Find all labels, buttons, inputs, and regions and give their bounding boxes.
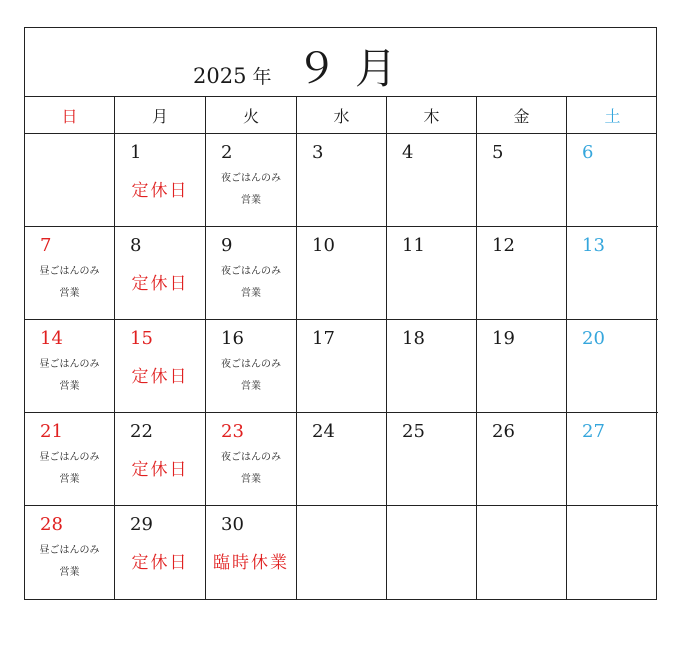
day-cell: [387, 506, 477, 599]
hours-note: [25, 354, 114, 398]
day-number: 16: [221, 328, 244, 349]
month: ９ 月: [295, 44, 399, 93]
calendar-header: [25, 28, 656, 97]
hours-note-line1: 夜ごはんのみ: [221, 359, 281, 370]
hours-note: [206, 168, 296, 212]
year: 2025: [193, 64, 247, 88]
day-cell: [567, 320, 658, 413]
day-cell: [567, 227, 658, 320]
day-cell: [477, 320, 567, 413]
day-number: 10: [312, 235, 335, 256]
day-cell: [206, 227, 297, 320]
day-number: 9: [221, 235, 233, 256]
day-cell: [567, 413, 658, 506]
day-grid: [25, 134, 656, 599]
day-cell: [25, 320, 115, 413]
weekday-wed: 水: [297, 97, 387, 133]
hours-note-line2: 営業: [241, 381, 261, 392]
weekday-thu: 木: [387, 97, 477, 133]
day-number: 5: [492, 142, 504, 163]
closed-label: 定休日: [131, 181, 189, 201]
weekday-sat: 土: [604, 106, 621, 126]
day-cell: [567, 134, 658, 227]
day-number: 1: [130, 142, 142, 163]
hours-note-line2: 営業: [241, 288, 261, 299]
day-cell: [25, 134, 115, 227]
year-suffix: 年: [252, 66, 272, 88]
weekday-tue: 火: [206, 97, 297, 133]
weekday-fri: 金: [477, 97, 567, 133]
day-number: 2: [221, 142, 233, 163]
day-number: 4: [402, 142, 414, 163]
hours-note: [206, 354, 296, 398]
hours-note-line1: 夜ごはんのみ: [221, 173, 281, 184]
closed-label: 定休日: [131, 367, 189, 387]
hours-note-line1: 夜ごはんのみ: [221, 266, 281, 277]
day-cell: [206, 506, 297, 599]
day-number: 24: [312, 421, 335, 442]
day-cell: [297, 227, 387, 320]
day-cell: [477, 413, 567, 506]
day-cell: [115, 320, 206, 413]
calendar: [24, 27, 657, 600]
day-number: 21: [40, 421, 63, 442]
day-number: 19: [492, 328, 515, 349]
day-cell: [206, 134, 297, 227]
day-number: 20: [582, 328, 605, 349]
day-number: 23: [221, 421, 244, 442]
day-cell: [297, 506, 387, 599]
day-cell: [567, 506, 658, 599]
day-number: 14: [40, 328, 63, 349]
day-cell: [115, 506, 206, 599]
day-number: 15: [130, 328, 153, 349]
day-cell: [206, 413, 297, 506]
weekday-mon: 月: [115, 97, 206, 133]
day-number: 12: [492, 235, 515, 256]
day-cell: [387, 227, 477, 320]
day-cell: [387, 320, 477, 413]
day-cell: [297, 413, 387, 506]
day-number: 13: [582, 235, 605, 256]
hours-note-line2: 営業: [241, 474, 261, 485]
hours-note: [206, 261, 296, 305]
weekday-sun: 日: [25, 97, 115, 133]
hours-note-line2: 営業: [59, 474, 80, 485]
day-number: 17: [312, 328, 335, 349]
hours-note-line2: 営業: [59, 567, 80, 578]
closed-label: 定休日: [131, 274, 189, 294]
day-number: 6: [582, 142, 594, 163]
calendar-title: [193, 36, 399, 96]
day-cell: [297, 320, 387, 413]
day-number: 26: [492, 421, 515, 442]
day-number: 28: [40, 514, 63, 535]
hours-note: [206, 447, 296, 491]
weekday-row: [25, 97, 656, 134]
hours-note-line1: 夜ごはんのみ: [221, 452, 281, 463]
day-number: 11: [402, 235, 425, 256]
day-number: 22: [130, 421, 153, 442]
closed-label: 定休日: [131, 460, 189, 480]
hours-note-line2: 営業: [59, 381, 80, 392]
hours-note: [25, 447, 114, 491]
hours-note-line2: 営業: [241, 195, 261, 206]
hours-note-line1: 昼ごはんのみ: [39, 545, 100, 556]
day-number: 3: [312, 142, 324, 163]
day-number: 18: [402, 328, 425, 349]
day-cell: [206, 320, 297, 413]
hours-note: [25, 261, 114, 305]
day-number: 7: [40, 235, 52, 256]
day-cell: [25, 506, 115, 599]
day-cell: [387, 413, 477, 506]
hours-note-line1: 昼ごはんのみ: [39, 359, 100, 370]
day-cell: [387, 134, 477, 227]
day-cell: [477, 227, 567, 320]
day-number: 8: [130, 235, 142, 256]
hours-note-line2: 営業: [59, 288, 80, 299]
day-cell: [297, 134, 387, 227]
closed-label: 定休日: [131, 553, 189, 573]
day-cell: [477, 134, 567, 227]
hours-note-line1: 昼ごはんのみ: [39, 266, 100, 277]
day-number: 29: [130, 514, 153, 535]
day-cell: [477, 506, 567, 599]
day-number: 25: [402, 421, 425, 442]
closed-label: 臨時休業: [213, 553, 289, 573]
hours-note-line1: 昼ごはんのみ: [39, 452, 100, 463]
hours-note: [25, 540, 114, 584]
day-cell: [115, 134, 206, 227]
day-number: 27: [582, 421, 605, 442]
day-cell: [115, 413, 206, 506]
day-cell: [115, 227, 206, 320]
day-cell: [25, 413, 115, 506]
day-number: 30: [221, 514, 244, 535]
day-cell: [25, 227, 115, 320]
